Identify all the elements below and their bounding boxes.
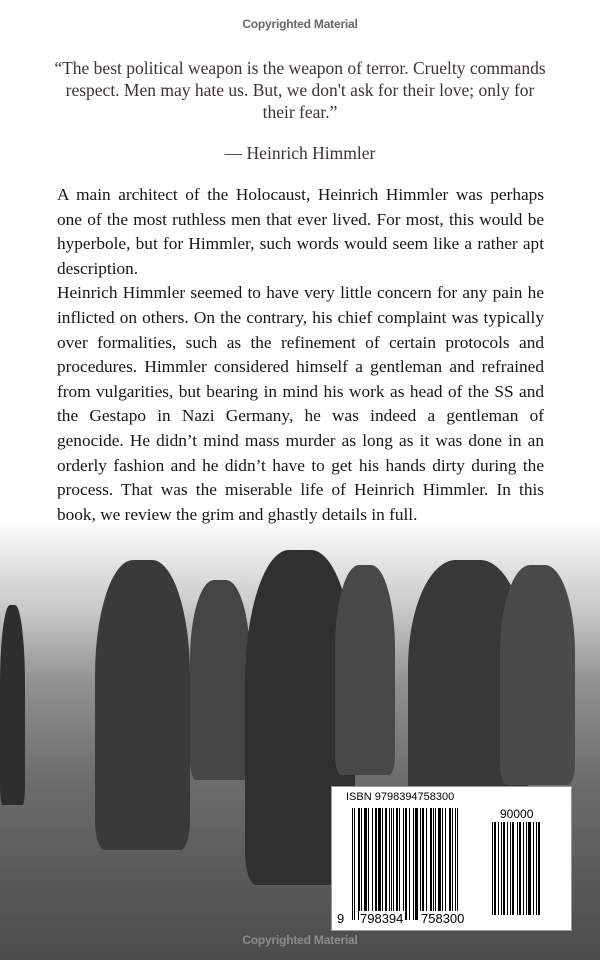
isbn-label: ISBN 9798394758300	[346, 791, 455, 803]
photo-figure	[0, 605, 25, 805]
barcode-bars	[352, 808, 478, 920]
blurb-paragraph: A main architect of the Holocaust, Heinrich Himmler was perhaps one of the most ruthless men that ever lived. For most, this would be hyperbole, but for Himmler, such words would seem like a rather apt description.	[57, 185, 544, 278]
barcode-digit-first: 9	[337, 911, 345, 926]
blurb-text	[57, 183, 544, 527]
barcode-bar	[457, 808, 458, 920]
copyright-watermark: Copyrighted Material	[242, 17, 358, 31]
quote-attribution: — Heinrich Himmler	[224, 143, 376, 163]
photo-figure	[190, 580, 250, 780]
barcode-bar	[538, 822, 540, 915]
price-code: 90000	[500, 807, 534, 821]
barcode-digits-group1: 798394	[360, 911, 404, 926]
copyright-watermark-bottom: Copyrighted Material	[242, 933, 358, 947]
isbn-barcode	[331, 786, 572, 931]
photo-figure	[500, 565, 575, 785]
epigraph-quote: “The best political weapon is the weapon of terror. Cruelty commands respect. Men may hate us. But, we don't ask for their love; only for their fear.”	[54, 58, 546, 122]
addon-barcode-bars	[492, 822, 556, 915]
photo-figure	[95, 560, 190, 850]
photo-figure	[335, 565, 395, 775]
barcode-digits-group2: 758300	[421, 911, 465, 926]
blurb-paragraph: Heinrich Himmler seemed to have very little concern for any pain he inflicted on others. On the contrary, his chief complaint was typically over formalities, such as the refinement of certain protocols and procedures. Himmler considered himself a gentleman and refrained from vulgarities, but bearing in mind his work as head of the SS and the Gestapo in Nazi Germany, he was indeed a gentleman of genocide. He didn’t mind mass murder as long as it was done in an orderly fashion and he didn’t have to get his hands dirty during the process. That was the miserable life of Heinrich Himmler. In this book, we review the grim and ghastly details in full.	[57, 283, 544, 524]
